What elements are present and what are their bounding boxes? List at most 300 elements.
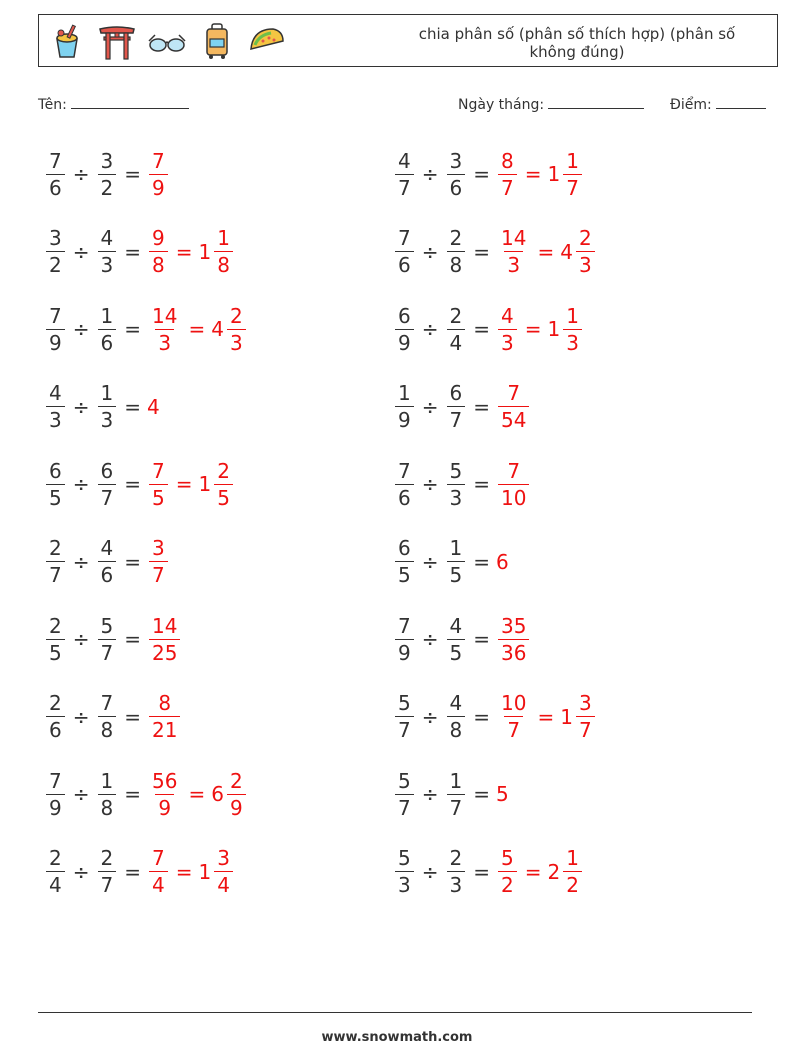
denominator: 3 <box>563 329 582 355</box>
mixed-fraction <box>563 304 582 355</box>
denominator: 6 <box>46 716 65 742</box>
equals-sign: = <box>124 317 141 341</box>
denominator: 2 <box>563 871 582 897</box>
denominator: 4 <box>447 329 466 355</box>
numerator: 4 <box>398 148 411 173</box>
problem-item <box>44 609 182 669</box>
fraction <box>149 459 168 510</box>
divide-sign: ÷ <box>72 782 90 806</box>
numerator: 5 <box>449 458 463 483</box>
fraction <box>46 769 65 820</box>
fraction <box>98 226 117 277</box>
divide-sign: ÷ <box>421 317 439 341</box>
denominator: 9 <box>46 329 65 355</box>
fraction <box>395 459 414 510</box>
equals-sign: = <box>473 627 490 651</box>
fraction <box>149 536 168 587</box>
denominator: 7 <box>395 794 414 820</box>
numerator: 7 <box>398 613 411 638</box>
fraction <box>498 381 529 432</box>
fraction <box>98 614 117 665</box>
fraction <box>447 149 466 200</box>
equals-sign: = <box>473 394 490 419</box>
denominator: 7 <box>447 794 466 820</box>
fraction <box>46 846 65 897</box>
mixed-whole: 6 <box>211 782 224 806</box>
equals-sign: = <box>124 859 141 884</box>
numerator: 2 <box>229 303 243 328</box>
numerator: 9 <box>152 226 165 250</box>
answer-equals-sign: = <box>188 782 206 806</box>
worksheet-title: chia phân số (phân số thích hợp) (phân số không đúng) <box>418 25 736 61</box>
numerator: 4 <box>100 226 114 250</box>
numerator: 56 <box>152 768 178 793</box>
fraction <box>98 691 117 742</box>
divide-sign: ÷ <box>72 472 90 496</box>
fraction <box>98 769 117 820</box>
fraction <box>447 846 466 897</box>
fraction <box>46 536 65 587</box>
numerator: 2 <box>449 226 463 250</box>
answer <box>147 691 182 742</box>
fraction <box>149 304 180 355</box>
numerator: 7 <box>507 458 521 483</box>
divide-sign: ÷ <box>72 704 90 729</box>
denominator: 3 <box>46 406 65 432</box>
equals-sign: = <box>473 472 490 496</box>
fraction <box>447 536 466 587</box>
fraction <box>149 614 180 665</box>
equals-sign: = <box>124 472 141 496</box>
denominator: 3 <box>498 329 517 355</box>
fraction <box>447 769 466 820</box>
numerator: 2 <box>49 846 62 870</box>
problem-item <box>393 609 531 669</box>
numerator: 2 <box>49 691 62 715</box>
equals-sign: = <box>124 549 141 574</box>
whole-number: 4 <box>147 394 160 419</box>
numerator: 5 <box>501 846 514 870</box>
footer-url: www.snowmath.com <box>321 1030 473 1045</box>
numerator: 5 <box>398 846 411 870</box>
answer <box>496 459 531 510</box>
numerator: 4 <box>49 381 62 405</box>
problem-item <box>393 144 584 204</box>
answer <box>496 149 584 200</box>
equals-sign: = <box>473 549 490 574</box>
fraction <box>498 691 529 742</box>
answer <box>147 149 170 200</box>
denominator: 5 <box>395 561 414 587</box>
fraction <box>46 226 65 277</box>
denominator: 5 <box>46 484 65 510</box>
fraction <box>498 846 517 897</box>
denominator: 3 <box>395 871 414 897</box>
numerator: 8 <box>501 148 514 173</box>
whole-number: 6 <box>496 549 509 574</box>
numerator: 2 <box>449 846 463 870</box>
problem-item <box>393 377 531 437</box>
equals-sign: = <box>124 394 141 419</box>
answer <box>147 304 248 355</box>
divide-sign: ÷ <box>421 859 439 884</box>
numerator: 7 <box>398 226 411 250</box>
equals-sign: = <box>124 704 141 729</box>
answer <box>147 226 235 277</box>
fraction <box>498 459 529 510</box>
equals-sign: = <box>124 782 141 806</box>
numerator: 1 <box>449 536 463 560</box>
equals-sign: = <box>473 782 490 806</box>
problem-item <box>393 842 584 902</box>
problem-item <box>44 377 160 437</box>
fraction <box>447 691 466 742</box>
numerator: 3 <box>100 148 114 173</box>
divide-sign: ÷ <box>421 239 439 264</box>
equals-sign: = <box>473 859 490 884</box>
fraction <box>395 769 414 820</box>
numerator: 7 <box>100 691 114 715</box>
answer <box>147 846 235 897</box>
numerator: 4 <box>449 691 463 715</box>
mixed-whole: 1 <box>547 162 561 186</box>
mixed-whole: 1 <box>547 317 561 341</box>
answer <box>147 536 170 587</box>
equals-sign: = <box>473 704 490 729</box>
divide-sign: ÷ <box>421 472 439 496</box>
problem-item <box>44 454 235 514</box>
mixed-whole: 1 <box>198 859 212 884</box>
numerator: 7 <box>507 381 521 405</box>
denominator: 2 <box>98 174 117 200</box>
fraction <box>149 769 180 820</box>
answer <box>496 782 509 806</box>
fraction <box>149 226 168 277</box>
answer-equals-sign: = <box>537 239 555 264</box>
denominator: 7 <box>395 174 414 200</box>
fraction <box>98 149 117 200</box>
equals-sign: = <box>473 317 490 341</box>
answer-equals-sign: = <box>524 859 542 884</box>
denominator: 9 <box>395 406 414 432</box>
numerator: 6 <box>49 458 62 483</box>
fraction <box>98 846 117 897</box>
numerator: 1 <box>100 303 114 328</box>
denominator: 5 <box>447 639 466 665</box>
equals-sign: = <box>124 162 141 186</box>
numerator: 14 <box>152 303 178 328</box>
numerator: 4 <box>100 536 114 560</box>
fraction <box>98 304 117 355</box>
answer <box>496 614 531 665</box>
denominator: 7 <box>98 639 117 665</box>
answer-equals-sign: = <box>175 472 193 496</box>
fraction <box>395 536 414 587</box>
fraction <box>46 304 65 355</box>
mixed-fraction <box>214 226 233 277</box>
denominator: 3 <box>447 871 466 897</box>
denominator: 2 <box>498 871 517 897</box>
answer-equals-sign: = <box>175 239 193 264</box>
mixed-fraction <box>227 304 246 355</box>
mixed-whole: 2 <box>547 859 561 884</box>
denominator: 6 <box>46 174 65 200</box>
denominator: 8 <box>98 716 117 742</box>
denominator: 8 <box>149 251 168 277</box>
numerator: 7 <box>152 458 165 483</box>
denominator: 8 <box>98 794 117 820</box>
mixed-fraction <box>214 459 233 510</box>
fraction <box>395 304 414 355</box>
denominator: 2 <box>46 251 65 277</box>
fraction <box>447 381 466 432</box>
denominator: 7 <box>447 406 466 432</box>
denominator: 7 <box>46 561 65 587</box>
fraction <box>46 149 65 200</box>
fraction <box>447 226 466 277</box>
divide-sign: ÷ <box>72 162 90 186</box>
divide-sign: ÷ <box>421 549 439 574</box>
numerator: 1 <box>100 381 114 405</box>
footer-divider <box>38 1012 752 1013</box>
numerator: 2 <box>100 846 114 870</box>
denominator: 54 <box>498 406 529 432</box>
numerator: 3 <box>49 226 62 250</box>
numerator: 2 <box>217 458 230 483</box>
answer-equals-sign: = <box>537 704 555 729</box>
numerator: 7 <box>49 768 62 793</box>
mixed-whole: 1 <box>198 472 212 496</box>
problem-item <box>44 299 248 359</box>
whole-number: 5 <box>496 782 509 806</box>
divide-sign: ÷ <box>72 859 90 884</box>
denominator: 6 <box>447 174 466 200</box>
denominator: 7 <box>98 871 117 897</box>
numerator: 10 <box>501 691 527 715</box>
denominator: 5 <box>46 639 65 665</box>
fraction <box>46 691 65 742</box>
denominator: 3 <box>504 251 523 277</box>
numerator: 35 <box>501 613 527 638</box>
numerator: 2 <box>449 303 463 328</box>
numerator: 6 <box>398 536 411 560</box>
numerator: 6 <box>398 303 411 328</box>
answer <box>496 226 597 277</box>
divide-sign: ÷ <box>72 627 90 651</box>
denominator: 9 <box>149 174 168 200</box>
fraction <box>498 304 517 355</box>
denominator: 3 <box>155 329 174 355</box>
numerator: 2 <box>229 768 243 793</box>
denominator: 4 <box>214 871 233 897</box>
numerator: 5 <box>100 613 114 638</box>
mixed-whole: 4 <box>560 239 573 264</box>
mixed-fraction <box>227 769 246 820</box>
fraction <box>498 149 517 200</box>
fraction <box>395 846 414 897</box>
numerator: 6 <box>100 458 114 483</box>
divide-sign: ÷ <box>421 782 439 806</box>
answer-equals-sign: = <box>524 317 542 341</box>
numerator: 7 <box>49 303 62 328</box>
answer <box>496 550 509 574</box>
denominator: 3 <box>447 484 466 510</box>
numerator: 3 <box>217 846 230 870</box>
fraction <box>46 459 65 510</box>
answer-equals-sign: = <box>188 317 206 341</box>
answer-equals-sign: = <box>524 162 542 186</box>
numerator: 3 <box>449 148 463 173</box>
problem-item <box>393 687 597 747</box>
denominator: 3 <box>98 406 117 432</box>
denominator: 6 <box>98 329 117 355</box>
denominator: 21 <box>149 716 180 742</box>
fraction <box>395 614 414 665</box>
numerator: 2 <box>578 226 592 250</box>
numerator: 2 <box>49 613 62 638</box>
answer <box>147 395 160 419</box>
denominator: 4 <box>46 871 65 897</box>
denominator: 8 <box>447 251 466 277</box>
denominator: 7 <box>98 484 117 510</box>
fraction <box>46 381 65 432</box>
problem-item <box>44 144 170 204</box>
answer <box>496 381 531 432</box>
equals-sign: = <box>473 239 490 264</box>
numerator: 2 <box>49 536 62 560</box>
numerator: 7 <box>152 846 165 870</box>
problem-item <box>44 764 248 824</box>
numerator: 5 <box>398 768 411 793</box>
numerator: 3 <box>152 536 165 560</box>
mixed-fraction <box>563 846 582 897</box>
fraction <box>395 149 414 200</box>
denominator: 25 <box>149 639 180 665</box>
answer <box>147 769 248 820</box>
divide-sign: ÷ <box>421 627 439 651</box>
mixed-whole: 1 <box>198 239 212 264</box>
denominator: 7 <box>504 716 523 742</box>
denominator: 7 <box>576 716 595 742</box>
numerator: 14 <box>501 226 527 250</box>
numerator: 4 <box>449 613 463 638</box>
problem-item <box>44 532 170 592</box>
numerator: 1 <box>566 148 579 173</box>
numerator: 7 <box>152 148 165 173</box>
numerator: 7 <box>398 458 411 483</box>
divide-sign: ÷ <box>72 549 90 574</box>
numerator: 6 <box>449 381 463 405</box>
problem-item <box>393 222 597 282</box>
answer <box>147 459 235 510</box>
fraction <box>395 691 414 742</box>
numerator: 4 <box>501 303 514 328</box>
fraction <box>98 536 117 587</box>
denominator: 3 <box>227 329 246 355</box>
denominator: 6 <box>395 251 414 277</box>
divide-sign: ÷ <box>421 704 439 729</box>
denominator: 9 <box>227 794 246 820</box>
answer <box>496 691 597 742</box>
problem-item <box>393 764 509 824</box>
mixed-fraction <box>214 846 233 897</box>
denominator: 8 <box>214 251 233 277</box>
denominator: 7 <box>149 561 168 587</box>
denominator: 7 <box>395 716 414 742</box>
numerator: 3 <box>578 691 592 715</box>
denominator: 9 <box>155 794 174 820</box>
numerator: 1 <box>449 768 463 793</box>
denominator: 6 <box>395 484 414 510</box>
divide-sign: ÷ <box>72 239 90 264</box>
fraction <box>498 226 529 277</box>
denominator: 7 <box>498 174 517 200</box>
denominator: 7 <box>563 174 582 200</box>
fraction <box>498 614 529 665</box>
fraction <box>149 846 168 897</box>
fraction <box>149 691 180 742</box>
name-label: Tên: <box>38 97 67 113</box>
divide-sign: ÷ <box>421 394 439 419</box>
denominator: 5 <box>214 484 233 510</box>
numerator: 8 <box>158 691 172 715</box>
denominator: 8 <box>447 716 466 742</box>
numerator: 14 <box>152 613 178 638</box>
numerator: 1 <box>566 846 579 870</box>
denominator: 6 <box>98 561 117 587</box>
denominator: 4 <box>149 871 168 897</box>
equals-sign: = <box>473 162 490 186</box>
mixed-fraction <box>576 691 595 742</box>
answer <box>147 614 182 665</box>
denominator: 36 <box>498 639 529 665</box>
problem-item <box>44 222 235 282</box>
numerator: 7 <box>49 148 62 173</box>
divide-sign: ÷ <box>421 162 439 186</box>
numerator: 1 <box>566 303 579 328</box>
fraction <box>447 614 466 665</box>
equals-sign: = <box>124 627 141 651</box>
problem-item <box>393 299 584 359</box>
fraction <box>98 459 117 510</box>
denominator: 5 <box>149 484 168 510</box>
denominator: 5 <box>447 561 466 587</box>
mixed-fraction <box>563 149 582 200</box>
equals-sign: = <box>124 239 141 264</box>
numerator: 5 <box>398 691 411 715</box>
divide-sign: ÷ <box>72 317 90 341</box>
fraction <box>395 226 414 277</box>
mixed-fraction <box>576 226 595 277</box>
problem-item <box>44 842 235 902</box>
answer <box>496 846 584 897</box>
problem-item <box>44 687 182 747</box>
mixed-whole: 4 <box>211 317 224 341</box>
numerator: 1 <box>217 226 230 250</box>
denominator: 9 <box>46 794 65 820</box>
fraction <box>149 149 168 200</box>
fraction <box>395 381 414 432</box>
numerator: 1 <box>100 768 114 793</box>
denominator: 9 <box>395 329 414 355</box>
denominator: 3 <box>576 251 595 277</box>
denominator: 10 <box>498 484 529 510</box>
fraction <box>447 304 466 355</box>
problem-item <box>393 532 509 592</box>
numerator: 1 <box>398 381 411 405</box>
answer-equals-sign: = <box>175 859 193 884</box>
answer <box>496 304 584 355</box>
